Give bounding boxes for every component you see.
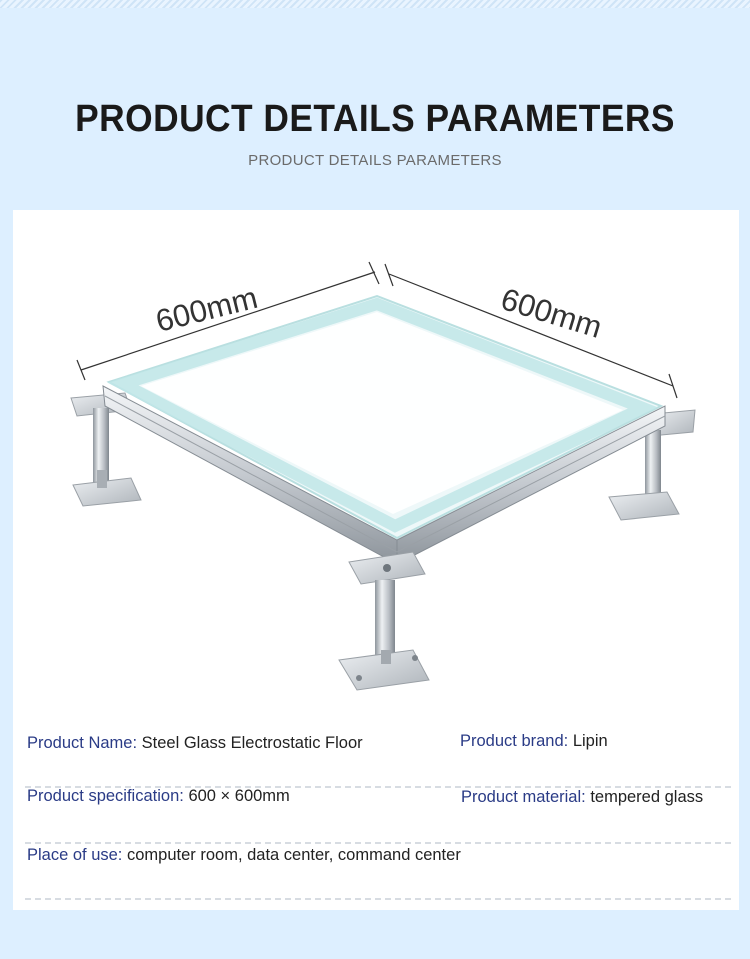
place-of-use-field	[27, 847, 461, 864]
front-leg	[339, 552, 429, 690]
product-name-field	[27, 735, 363, 752]
depth-label: 600mm	[496, 281, 607, 345]
width-label: 600mm	[152, 279, 261, 339]
details-card	[13, 210, 739, 910]
page-subtitle: PRODUCT DETAILS PARAMETERS	[248, 152, 502, 169]
product-material-field	[461, 789, 703, 806]
product-name-value: Steel Glass Electrostatic Floor	[141, 734, 363, 752]
place-of-use-value: computer room, data center, command center	[126, 846, 461, 864]
product-brand-label: Product brand:	[460, 732, 569, 750]
product-image	[13, 210, 739, 710]
place-of-use-label: Place of use:	[27, 846, 123, 864]
product-brand-field	[460, 733, 608, 750]
product-brand-value: Lipin	[572, 732, 608, 750]
spec-row-1	[25, 732, 731, 788]
top-stripe	[0, 0, 750, 8]
product-spec-value: 600 × 600mm	[188, 787, 290, 805]
product-material-value: tempered glass	[590, 788, 704, 806]
page-title: PRODUCT DETAILS PARAMETERS	[75, 98, 675, 140]
product-name-label: Product Name:	[27, 734, 138, 752]
spec-row-2	[25, 788, 731, 844]
product-spec-field	[27, 788, 290, 805]
product-spec-label: Product specification:	[27, 787, 184, 805]
product-material-label: Product material:	[461, 788, 586, 806]
spec-row-3	[25, 844, 731, 900]
